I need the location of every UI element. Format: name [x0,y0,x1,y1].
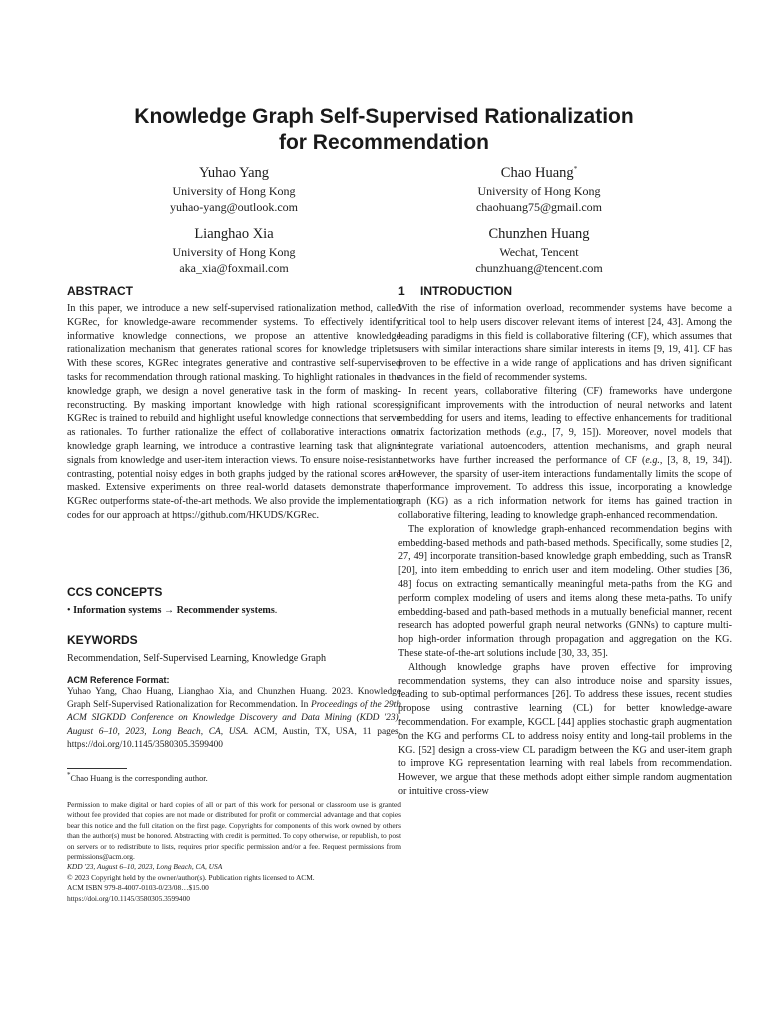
author-block-1 [99,164,369,215]
introduction-heading [398,284,512,298]
author-email: chunzhuang@tencent.com [475,261,603,275]
ccs-item-information-systems: Information systems [73,605,162,616]
acm-reference-block [67,674,401,752]
keywords-text: Recommendation, Self-Supervised Learning, Knowledge Graph [67,653,327,664]
intro-paragraph-4: Although knowledge graphs have proven effective for improving recommendation systems, they can also introduce noise and sparsity issues, leading to sub-optimal performances [26]. To address these issues, recent studies propose using contrastive learning (CL) for better knowledge-aware recommendation. For example, KGCL [44] applies stochastic graph augmentation on the KG and performs CL to address noisy entity and long-tail problems in the KG. [52] design a cross-view CL paradigm between the KG and user-item graph to improve KG representation learning with real labels from recommendation. However, we argue that these methods adopt either simple random augmentation or intuitive cross-view [398,661,732,797]
footnote [67,770,401,784]
section-title: INTRODUCTION [420,284,512,298]
acm-reference-text: Yuhao Yang, Chao Huang, Lianghao Xia, and Chunzhen Huang. 2023. Knowledge Graph Self-Supervised Rationalization for Recommendation. In Proceedings of the 29th ACM SIGKDD Conference on Knowledge Discovery and Data Mining (KDD '23), August 6–10, 2023, Long Beach, CA, USA. ACM, Austin, TX, USA, 11 pages. https://doi.org/10.1145/3580305.3599400 [67,687,401,750]
author-email: yuhao-yang@outlook.com [169,200,299,214]
section-number: 1 [398,284,405,298]
author-affiliation: University of Hong Kong [172,184,296,198]
intro-paragraph-3: The exploration of knowledge graph-enhanced recommendation begins with embedding-based methods and path-based methods. Specifically, some studies [2, 27, 49] incorporate transition-based knowledge graph embedding, such as TransR [20], into item embedding to enrich user and item modeling. Other studies [36, 48] focus on extracting semantically meaningful meta-paths from the KG and perform complex modeling of users and items along these meta-paths. To unify embedding-based and path-based methods in a mutually beneficial manner, recent research has adopted powerful graph neural networks (GNNs) to capture multi-hop high-order information through propagation and aggregation on the KG. These state-of-the-art solutions include [30, 33, 35]. [398,523,732,659]
bullet: • [67,605,71,616]
copyright-line: © 2023 Copyright held by the owner/author(s). Publication rights licensed to ACM. [67,872,315,882]
arrow-icon: → [163,605,175,616]
venue-line: KDD '23, August 6–10, 2023, Long Beach, CA, USA [67,862,223,872]
corresponding-author-mark: * [573,165,578,174]
paper-title-line-2: for Recommendation [278,131,490,154]
intro-paragraph-1: With the rise of information overload, recommender systems have become a critical tool to help users discover relevant items of interest [24, 43]. Among the leading paradigms in this field is collaborative filtering (CF), which assumes that users with similar interactions share similar interests in items [9, 19, 41]. CF has proven to be effective in a wide range of applications and has driven significant advances in the field of recommender systems. [398,303,732,383]
author-affiliation: University of Hong Kong [477,184,601,198]
intro-paragraph-2: In recent years, collaborative filtering (CF) frameworks have undergone significant improvements with the introduction of neural networks and latent embedding for users and items, leading to effective enhancements for traditional matrix factorization methods (e.g., [7, 9, 15]). Moreover, novel models that integrate variational autoencoders, attention mechanisms, and graph neural networks have further increased the performance of CF (e.g., [3, 8, 19, 34]). However, the sparsity of user-item interactions fundamentally limits the scope of performance improvement. To address this issue, incorporating a knowledge graph (KG) as a rich information network for items has gained traction in collaborative filtering, leading to knowledge graph-enhanced recommendation. [398,385,732,521]
author-block-3 [99,225,369,276]
isbn-line: ACM ISBN 979-8-4007-0103-0/23/08…$15.00 [67,883,209,893]
keywords-heading: KEYWORDS [67,633,138,647]
permission-text: Permission to make digital or hard copies of all or part of this work for personal or classroom use is granted without fee provided that copies are not made or distributed for profit or commercial advantage and that copies bear this notice and the full citation on the first page. Copyrights for components of this work owned by others than the author(s) must be honored. Abstracting with credit is permitted. To copy otherwise, or republish, to post on servers or to redistribute to lists, requires prior specific permission and/or a fee. Request permissions from permissions@acm.org. [67,800,401,862]
acm-reference-label: ACM Reference Format: [67,675,170,685]
author-email: aka_xia@foxmail.com [179,261,289,275]
footnote-divider [67,768,127,769]
ccs-concepts-heading: CCS CONCEPTS [67,585,163,599]
author-email: chaohuang75@gmail.com [475,200,603,214]
author-block-2 [404,164,674,215]
author-affiliation: Wechat, Tencent [499,245,579,259]
author-block-4 [404,225,674,276]
abstract-text [67,302,401,523]
author-name: Lianghao Xia [194,226,274,242]
ccs-concepts-text: • Information systems → Recommender systems. [67,605,278,616]
permission-notice [67,800,401,904]
paper-title-line-1: Knowledge Graph Self-Supervised Rationalization [134,105,634,128]
footnote-mark: * [67,771,71,779]
footnote-text: Chao Huang is the corresponding author. [70,773,208,783]
author-name: Chao Huang [500,165,574,181]
author-name: Yuhao Yang [198,165,270,181]
introduction-text [398,302,732,799]
ccs-item-recommender-systems: Recommender systems [176,605,275,616]
abstract-heading: ABSTRACT [67,284,133,298]
doi-line: https://doi.org/10.1145/3580305.3599400 [67,893,190,903]
author-affiliation: University of Hong Kong [172,245,296,259]
paper-title [0,104,768,156]
author-name: Chunzhen Huang [488,226,590,242]
abstract-paragraph: In this paper, we introduce a new self-supervised rationalization method, called KGRec, for knowledge-aware recommender systems. To effectively identify informative knowledge connections, we propose an attentive knowledge rationalization mechanism that generates rational scores for knowledge triplets. With these scores, KGRec integrates generative and contrastive self-supervised tasks for recommendation through rational masking. To highlight rationales in the knowledge graph, we design a novel generative task in the form of masking-reconstructing. By masking important knowledge with high rational scores, KGRec is trained to rebuild and highlight useful knowledge connections that serve as rationales. To further rationalize the effect of collaborative interactions on knowledge graph learning, we introduce a contrastive learning task that aligns signals from knowledge and user-item interaction views. To ensure noise-resistant contrasting, potential noisy edges in both graphs judged by the rational scores are masked. Extensive experiments on three real-world datasets demonstrate that KGRec outperforms state-of-the-art methods. We also provide the implementation codes for our approach at https://github.com/HKUDS/KGRec. [67,303,401,521]
